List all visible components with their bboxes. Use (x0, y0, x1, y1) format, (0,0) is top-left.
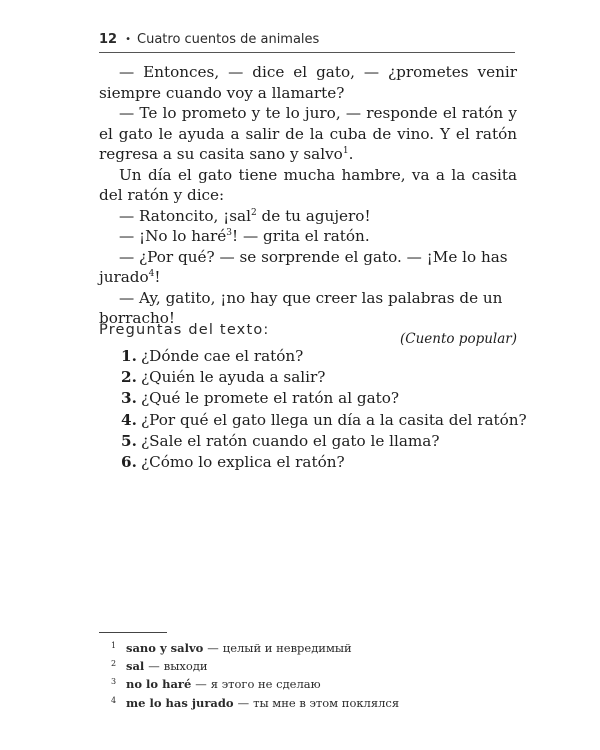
question-number: 3. (121, 389, 137, 408)
story-paragraph (99, 247, 517, 288)
story-paragraph (99, 103, 517, 165)
question-text: ¿Por qué el gato llega un día a la casita del ratón? (141, 410, 527, 429)
footnote-dash: — (148, 659, 160, 674)
footnotes-list (111, 640, 399, 713)
footnote-dash: — (195, 677, 207, 692)
page-number: 12 (99, 32, 118, 47)
footnote-item (111, 658, 399, 676)
story-paragraph (99, 226, 517, 247)
question-text: ¿Dónde cae el ratón? (141, 347, 304, 365)
footnote-dash: — (207, 641, 219, 655)
footnote-mark: 1 (111, 641, 117, 650)
footnote-mark: 4 (111, 695, 117, 705)
question-item (121, 346, 527, 367)
question-number: 4. (121, 410, 137, 429)
header-rule (99, 52, 515, 53)
footnote-translation: выходи (163, 659, 208, 674)
footnote-rule (99, 632, 167, 633)
footnote-term: sano y salvo (126, 641, 204, 655)
running-header (99, 32, 515, 47)
footnote-term: me lo has jurado (126, 695, 234, 710)
footnote-term: no lo haré (126, 677, 192, 692)
question-text: ¿Cómo lo explica el ratón? (141, 453, 345, 472)
footnote-mark: 2 (111, 659, 117, 669)
story-text (99, 62, 517, 349)
book-title: Cuatro cuentos de animales (137, 32, 320, 47)
story-text-span: — Entonces, — dice el gato, — ¿prometes venir siempre cuando voy a llamarte? (99, 63, 517, 102)
footnote-translation: целый и невредимый (222, 641, 352, 655)
story-text-span: — Ratoncito, ¡sal (119, 206, 251, 225)
question-item (121, 452, 527, 473)
footnote-item (111, 695, 399, 713)
story-text-span: — ¡No lo haré (119, 227, 227, 245)
footnote-term: sal (126, 659, 145, 674)
questions-title: Preguntas del texto: (99, 322, 270, 338)
story-text-span: ! — grita el ratón. (232, 227, 370, 245)
question-text: ¿Quién le ayuda a salir? (141, 368, 326, 387)
footnote-item (111, 676, 399, 694)
story-paragraph (99, 206, 517, 227)
footnote-ref: 2 (250, 207, 257, 218)
story-text-span: de tu agujero! (256, 206, 371, 225)
story-text-span: . (348, 145, 354, 163)
question-number: 2. (121, 368, 137, 387)
story-text-span: — ¿Por qué? — se sorprende el gato. — ¡Me lo has jurado (99, 247, 508, 286)
story-paragraph (99, 62, 517, 103)
question-text: ¿Sale el ratón cuando el gato le llama? (141, 431, 440, 450)
question-text: ¿Qué le promete el ratón al gato? (141, 389, 400, 408)
story-text-span: — Ay, gatito, ¡no hay que creer las palabras de un borracho! (99, 288, 503, 327)
question-number: 5. (121, 431, 137, 450)
questions-list (121, 346, 527, 473)
question-number: 1. (121, 347, 137, 365)
question-number: 6. (121, 453, 137, 472)
story-text-span: — Te lo prometo y te lo juro, — responde el ratón y el gato le ayuda a salir de la cuba de vino. Y el ratón regresa a su casita sano y salvo (99, 104, 517, 163)
story-paragraph (99, 165, 517, 206)
header-bullet: • (125, 34, 131, 45)
footnote-ref: 3 (226, 227, 233, 238)
footnote-ref: 1 (342, 145, 349, 156)
question-item (121, 410, 527, 431)
question-item (121, 388, 527, 409)
story-text-span: ! (154, 268, 161, 286)
footnote-translation: я этого не сделаю (210, 677, 321, 692)
question-item (121, 431, 527, 452)
question-item (121, 367, 527, 388)
footnote-ref: 4 (148, 268, 155, 279)
story-source: (Cuento popular) (399, 330, 517, 347)
story-text-span: Un día el gato tiene mucha hambre, va a la casita del ratón y dice: (99, 165, 517, 204)
footnote-mark: 3 (111, 677, 117, 687)
footnote-item (111, 640, 399, 658)
footnote-dash: — (237, 695, 250, 710)
footnote-translation: ты мне в этом поклялся (253, 695, 400, 710)
